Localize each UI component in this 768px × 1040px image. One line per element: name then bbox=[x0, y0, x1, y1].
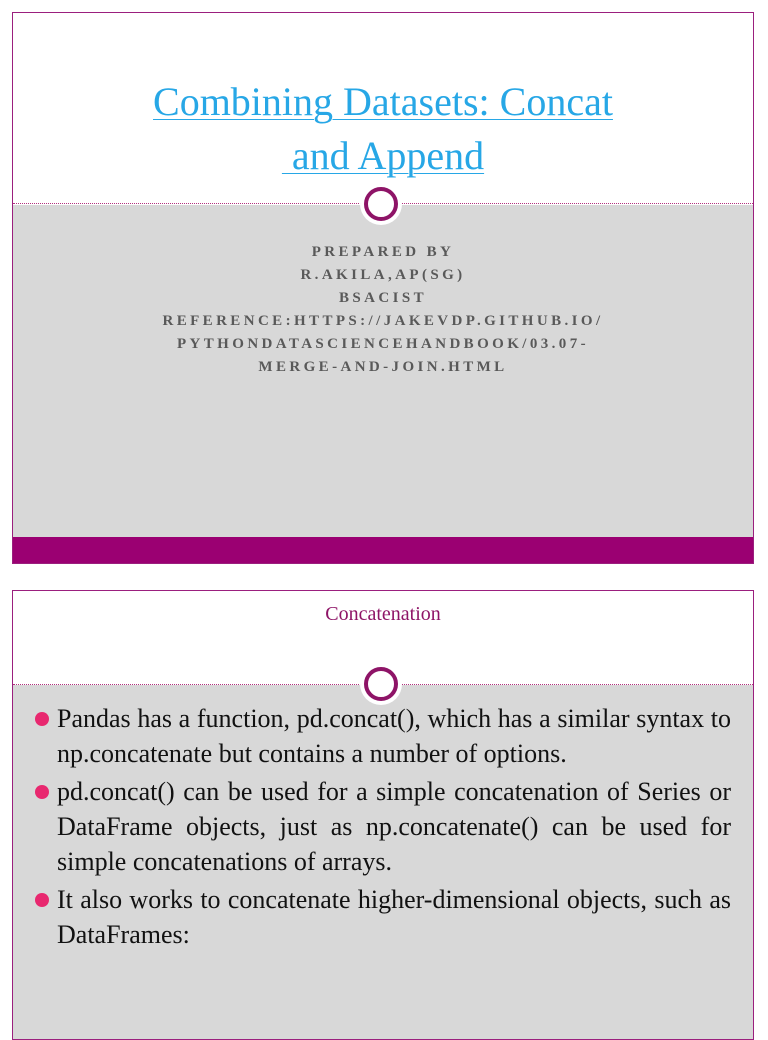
slide-title bbox=[12, 12, 754, 564]
subtitle bbox=[13, 241, 753, 379]
footer-bar bbox=[13, 537, 753, 564]
title-line-1: Combining Datasets: Concat bbox=[153, 79, 613, 124]
bullet-dot-icon bbox=[35, 785, 49, 799]
subtitle-line: PREPARED BY bbox=[311, 244, 455, 260]
bullet-list bbox=[35, 701, 731, 955]
bullet-text: It also works to concatenate higher-dimensional objects, such as DataFrames: bbox=[57, 885, 731, 949]
ring-ornament-icon bbox=[364, 187, 398, 221]
bullet-text: Pandas has a function, pd.concat(), which has a similar syntax to np.concatenate but contains a number of options. bbox=[57, 704, 731, 768]
ring-ornament-icon bbox=[364, 667, 398, 701]
list-item bbox=[35, 774, 731, 879]
bullet-text: pd.concat() can be used for a simple concatenation of Series or DataFrame objects, just as np.concatenate() can be used for simple concatenations of arrays. bbox=[57, 777, 731, 876]
slide-title-heading bbox=[13, 75, 753, 183]
subtitle-line: REFERENCE:HTTPS://JAKEVDP.GITHUB.IO/ bbox=[162, 313, 604, 329]
subtitle-panel bbox=[13, 205, 753, 537]
title-line-2: and Append bbox=[281, 133, 485, 178]
subtitle-line: MERGE-AND-JOIN.HTML bbox=[258, 359, 508, 375]
slide-heading: Concatenation bbox=[325, 603, 441, 625]
content-panel bbox=[13, 685, 753, 1040]
subtitle-line: PYTHONDATASCIENCEHANDBOOK/03.07- bbox=[176, 336, 589, 352]
subtitle-line: BSACIST bbox=[339, 290, 427, 306]
subtitle-line: R.AKILA,AP(SG) bbox=[300, 267, 466, 283]
bullet-dot-icon bbox=[35, 712, 49, 726]
bullet-dot-icon bbox=[35, 893, 49, 907]
list-item bbox=[35, 882, 731, 952]
slide-concatenation bbox=[12, 590, 754, 1040]
list-item bbox=[35, 701, 731, 771]
